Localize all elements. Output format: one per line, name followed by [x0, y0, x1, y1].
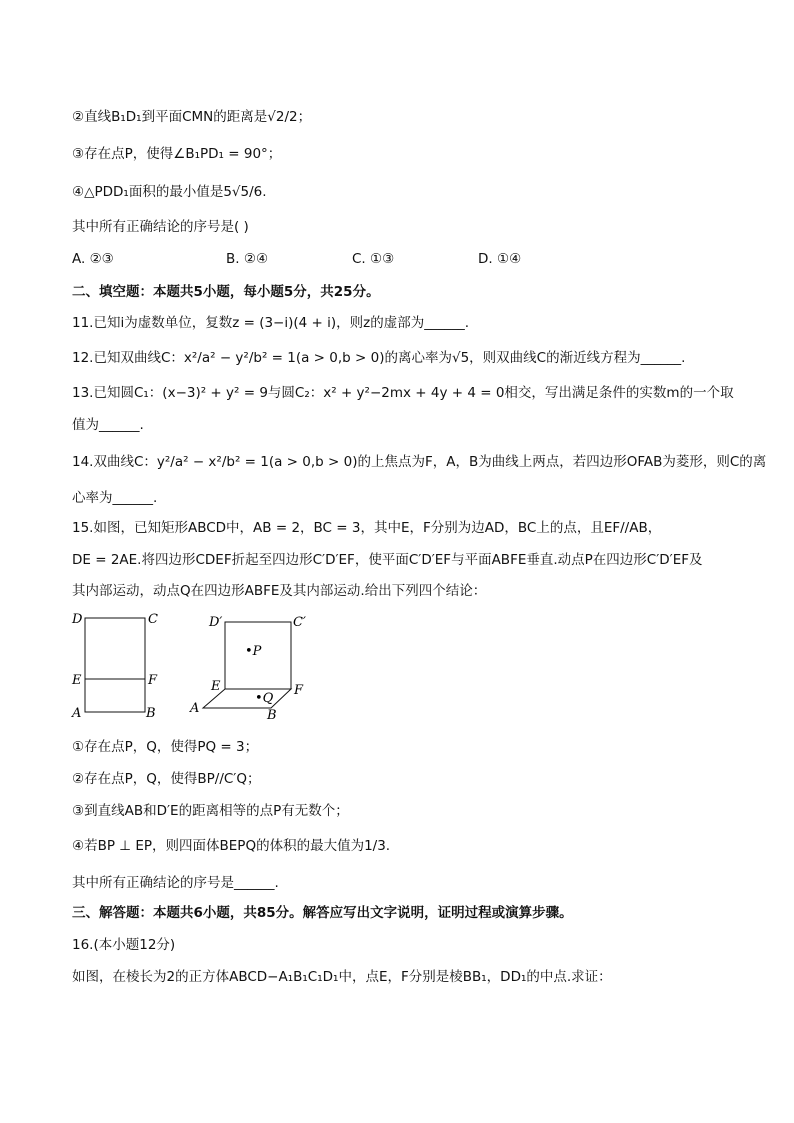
label-F: F	[148, 673, 158, 688]
question-12: 12.已知双曲线C：x²/a² − y²/b² = 1(a > 0,b > 0)的离心率为√5，则双曲线C的渐近线方程为______.	[72, 350, 686, 366]
question-prompt: 其中所有正确结论的序号是( )	[72, 219, 249, 235]
question-15-cont2: 其内部运动，动点Q在四边形ABFE及其内部运动.给出下列四个结论：	[72, 583, 487, 599]
label-A2: A	[190, 701, 200, 716]
option-d: D. ①④	[478, 251, 522, 267]
statement-2: ②直线B₁D₁到平面CMN的距离是√2/2；	[72, 109, 312, 125]
label-C-prime: C′	[293, 615, 306, 630]
question-13-cont: 值为______.	[72, 417, 144, 433]
question-14: 14.双曲线C：y²/a² − x²/b² = 1(a > 0,b > 0)的上焦点为F，A，B为曲线上两点，若四边形OFAB为菱形，则C的离	[72, 454, 767, 470]
section-heading-solutions: 三、解答题：本题共6小题，共85分。解答应写出文字说明，证明过程或演算步骤。	[72, 905, 573, 921]
label-B: B	[146, 706, 156, 721]
label-B2: B	[267, 708, 277, 723]
statement-3: ③存在点P，使得∠B₁PD₁ = 90°；	[72, 146, 282, 162]
label-E: E	[72, 673, 82, 688]
label-C: C	[148, 612, 158, 627]
conclusion-4: ④若BP ⊥ EP，则四面体BEPQ的体积的最大值为1/3.	[72, 838, 391, 854]
label-A: A	[72, 706, 82, 721]
question-16-header: 16.(本小题12分)	[72, 937, 176, 953]
label-P: •P	[245, 644, 262, 659]
label-F2: F	[294, 683, 304, 698]
figure-folded	[185, 605, 320, 723]
question-16: 如图，在棱长为2的正方体ABCD−A₁B₁C₁D₁中，点E，F分别是棱BB₁，DD₁的中点.求证：	[72, 969, 612, 985]
statement-4: ④△PDD₁面积的最小值是5√5/6.	[72, 184, 267, 200]
conclusion-3: ③到直线AB和D′E的距离相等的点P有无数个；	[72, 803, 349, 819]
option-a: A. ②③	[72, 251, 114, 267]
question-11: 11.已知i为虚数单位，复数z = (3−i)(4 + i)，则z的虚部为______.	[72, 315, 470, 331]
option-b: B. ②④	[226, 251, 269, 267]
label-Q: •Q	[255, 691, 274, 706]
figure-rectangle	[62, 605, 172, 723]
conclusion-2: ②存在点P，Q，使得BP//C′Q；	[72, 771, 261, 787]
question-15-prompt: 其中所有正确结论的序号是______.	[72, 875, 279, 891]
question-15-cont1: DE = 2AE.将四边形CDEF折起至四边形C′D′EF，使平面C′D′EF与平面ABFE垂直.动点P在四边形C′D′EF及	[72, 552, 703, 568]
question-15: 15.如图，已知矩形ABCD中，AB = 2，BC = 3，其中E，F分别为边AD，BC上的点，且EF//AB，	[72, 520, 662, 536]
label-E2: E	[211, 679, 221, 694]
question-14-cont: 心率为______.	[72, 490, 158, 506]
label-D-prime: D′	[209, 615, 223, 630]
label-D: D	[72, 612, 83, 627]
option-c: C. ①③	[352, 251, 395, 267]
question-13: 13.已知圆C₁：(x−3)² + y² = 9与圆C₂：x² + y²−2mx + 4y + 4 = 0相交，写出满足条件的实数m的一个取	[72, 385, 734, 401]
section-heading-fill-in: 二、填空题：本题共5小题，每小题5分，共25分。	[72, 284, 380, 300]
conclusion-1: ①存在点P，Q，使得PQ = 3；	[72, 739, 259, 755]
